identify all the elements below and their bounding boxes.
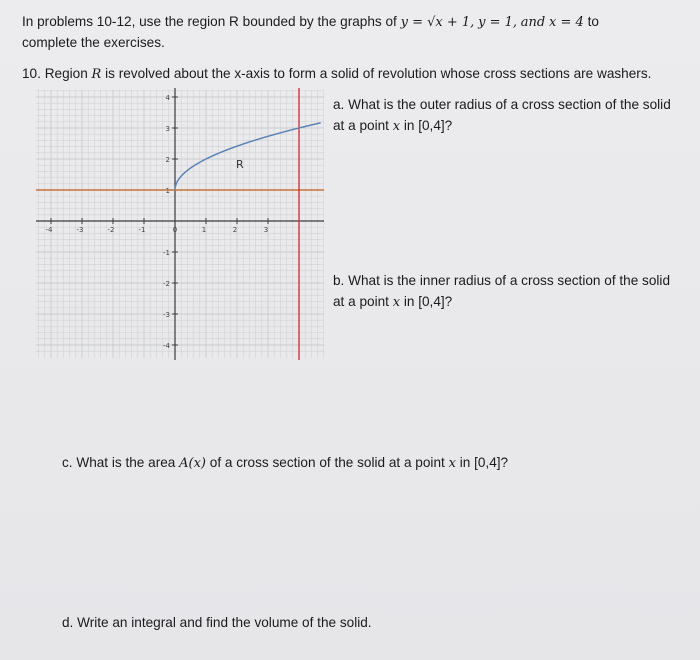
intro-text-before: In problems 10-12, use the region R bounded by the graphs of — [22, 14, 397, 29]
question-c-func: A(x) — [179, 456, 206, 471]
y-tick-label: 4 — [165, 94, 170, 102]
graph-curves — [36, 88, 324, 360]
x-tick-label: 0 — [172, 226, 178, 234]
y-tick-label: -1 — [163, 249, 170, 257]
x-tick-label: -4 — [45, 226, 53, 234]
equation-line-x: x = 4 — [549, 15, 584, 30]
question-b-label: b. — [333, 273, 345, 288]
graph-axes — [36, 88, 324, 360]
question-a-interval: [0,4]? — [418, 118, 453, 133]
x-tick-label: -2 — [107, 226, 115, 234]
question-c-in: in — [459, 455, 471, 470]
x-tick-label: 3 — [263, 226, 269, 234]
region-variable: R — [91, 67, 102, 82]
y-tick-label: -2 — [163, 280, 170, 288]
question-a-label: a. — [333, 97, 345, 112]
question-c-text2: of a cross section of the solid at a point — [209, 455, 445, 470]
x-tick-label: 2 — [232, 226, 238, 234]
graph-ticks — [46, 94, 269, 350]
intro-text-after: to — [587, 14, 599, 29]
equation-line-y: y = 1, — [478, 15, 517, 30]
problem-text-b: is revolved about the x-axis to form a solid of revolution whose cross sections are washers. — [105, 66, 652, 81]
question-b-interval: [0,4]? — [418, 294, 453, 309]
question-a-var: x — [392, 119, 401, 134]
y-tick-label: -3 — [163, 311, 170, 319]
x-tick-label: -1 — [138, 226, 146, 234]
intro-line2: complete the exercises. — [22, 35, 165, 50]
and-word: and — [520, 15, 546, 30]
x-tick-label: -3 — [76, 226, 84, 234]
question-d-text: Write an integral and find the volume of the solid. — [77, 615, 372, 630]
x-tick-label: 1 — [201, 226, 207, 234]
question-a-text: What is the outer radius of a cross section of the solid at a point — [333, 97, 671, 133]
question-c-text: What is the area — [76, 455, 176, 470]
question-b — [333, 270, 673, 313]
problem-text-a: Region — [44, 66, 88, 81]
region-graph — [36, 88, 324, 360]
question-c — [62, 452, 682, 474]
y-tick-label: 3 — [165, 125, 170, 133]
problem-number: 10. — [22, 66, 41, 81]
question-a-in: in — [403, 118, 415, 133]
y-tick-label: 2 — [165, 156, 170, 164]
graph-grid — [36, 90, 324, 358]
question-a — [333, 94, 673, 137]
y-tick-label: 1 — [165, 187, 170, 195]
equation-curve: y = √x + 1, — [400, 15, 475, 30]
question-c-label: c. — [62, 455, 73, 470]
problem-10-statement — [22, 64, 692, 85]
question-d — [62, 612, 682, 633]
question-d-label: d. — [62, 615, 74, 630]
region-label: R — [236, 158, 244, 171]
question-c-interval: [0,4]? — [474, 455, 509, 470]
intro-text — [22, 12, 682, 53]
question-b-var: x — [392, 295, 401, 310]
question-b-in: in — [403, 294, 415, 309]
question-b-text: What is the inner radius of a cross section of the solid at a point — [333, 273, 671, 309]
question-c-var: x — [448, 456, 456, 471]
y-tick-label: -4 — [163, 342, 170, 350]
